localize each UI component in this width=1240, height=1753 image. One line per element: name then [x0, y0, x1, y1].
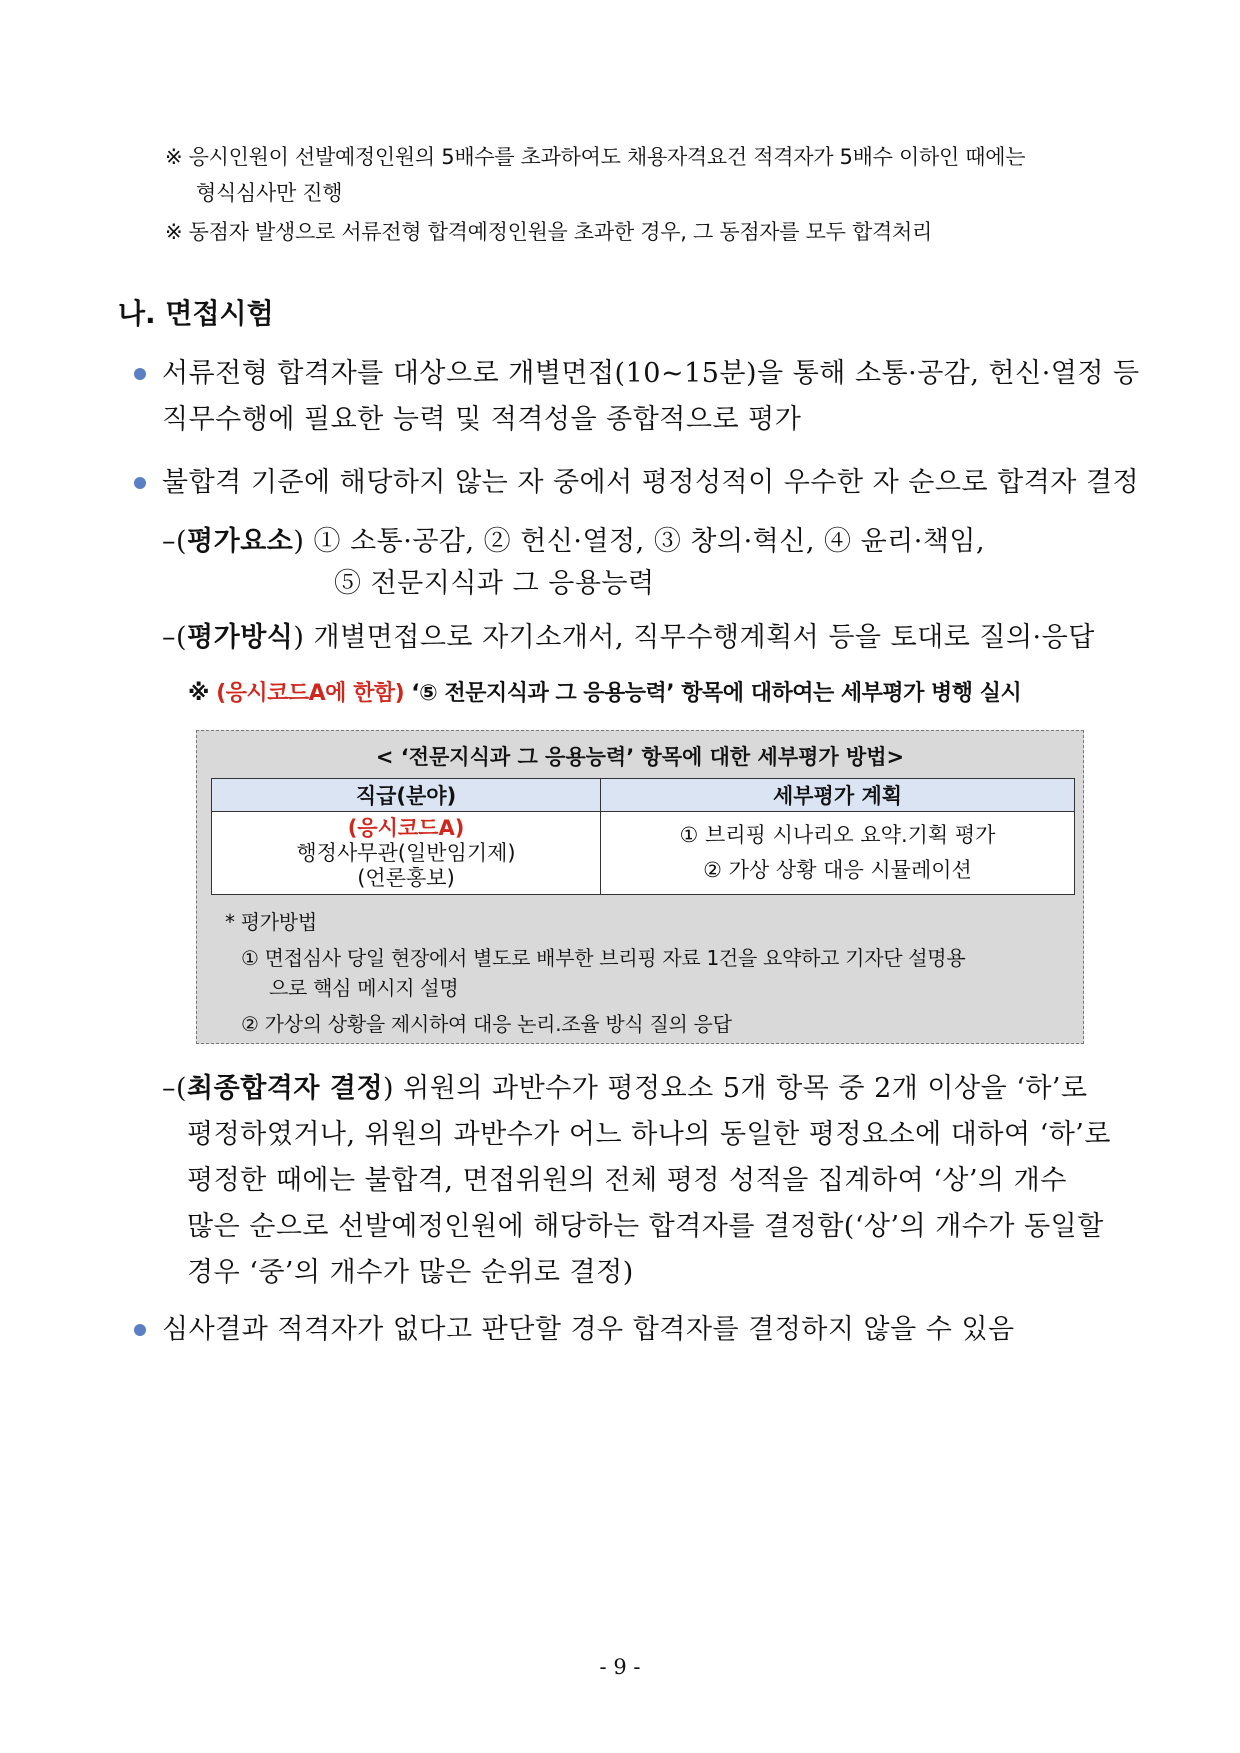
bullet-1-line-2: 직무수행에 필요한 능력 및 적격성을 종합적으로 평가 — [162, 404, 802, 435]
position-title: 행정사무관(일반임기제) — [296, 840, 516, 865]
position-cell — [212, 812, 601, 895]
bullet-dot-1 — [134, 368, 146, 380]
method-text: 개별면접으로 자기소개서, 직무수행계획서 등을 토대로 질의·응답 — [313, 622, 1095, 653]
table-header-row — [212, 779, 1075, 812]
bullet-2: 불합격 기준에 해당하지 않는 자 중에서 평정성적이 우수한 자 순으로 합격자 결정 — [162, 467, 1140, 498]
criteria-line-2: ⑤ 전문지식과 그 응용능력 — [334, 568, 655, 599]
special-note-rest: ‘⑤ 전문지식과 그 응용능력’ 항목에 대하여는 세부평가 병행 실시 — [411, 681, 1022, 706]
criteria-label: 평가요소 — [187, 526, 294, 557]
final-text-1: 위원의 과반수가 평정요소 5개 항목 중 2개 이상을 ‘하’로 — [403, 1073, 1088, 1104]
applicant-code: (응시코드A) — [347, 815, 465, 840]
evaluation-table — [211, 778, 1075, 895]
position-field: (언론홍보) — [357, 865, 455, 890]
special-note-red: (응시코드A에 한함) — [216, 681, 405, 706]
method-item-1-line-2: 으로 핵심 메시지 설명 — [269, 976, 459, 1000]
bullet-3: 심사결과 적격자가 없다고 판단할 경우 합격자를 결정하지 않을 수 있음 — [162, 1314, 1015, 1345]
plan-item-1: ① 브리핑 시나리오 요약.기획 평가 — [679, 823, 996, 847]
bullet-1-line-1: 서류전형 합격자를 대상으로 개별면접(10~15분)을 통해 소통·공감, 헌신·열정 등 — [162, 358, 1140, 389]
bullet-dot-2 — [134, 477, 146, 489]
method-label: 평가방식 — [187, 622, 294, 653]
final-line-4: 많은 순으로 선발예정인원에 해당하는 합격자를 결정함(‘상’의 개수가 동일할 — [187, 1211, 1104, 1242]
dash: –( — [162, 526, 188, 557]
final-line-2: 평정하였거나, 위원의 과반수가 어느 하나의 동일한 평정요소에 대하여 ‘하’로 — [187, 1119, 1111, 1150]
detail-evaluation-box — [196, 730, 1084, 1044]
col-header-plan: 세부평가 계획 — [601, 779, 1075, 812]
final-label: 최종합격자 결정 — [187, 1073, 384, 1104]
special-note — [188, 676, 1021, 707]
col-header-position: 직급(분야) — [212, 779, 601, 812]
method-item-2: ② 가상의 상황을 제시하여 대응 논리.조율 방식 질의 응답 — [241, 1012, 732, 1036]
table-row — [212, 812, 1075, 895]
method-title: * 평가방법 — [225, 910, 317, 934]
final-line-5: 경우 ‘중’의 개수가 많은 순위로 결정) — [187, 1257, 634, 1288]
plan-cell — [601, 812, 1075, 895]
section-heading: 나. 면접시험 — [118, 297, 274, 330]
criteria-items-1: ① 소통·공감, ② 헌신·열정, ③ 창의·혁신, ④ 윤리·책임, — [313, 526, 986, 557]
plan-item-2: ② 가상 상황 대응 시뮬레이션 — [703, 858, 972, 882]
note-2: ※ 동점자 발생으로 서류전형 합격예정인원을 초과한 경우, 그 동점자를 모두 합격처리 — [165, 220, 932, 244]
box-title: < ‘전문지식과 그 응용능력’ 항목에 대한 세부평가 방법> — [375, 745, 905, 769]
criteria-line-1: –(평가요소) ① 소통·공감, ② 헌신·열정, ③ 창의·혁신, ④ 윤리·책임, — [162, 526, 986, 557]
page-number: - 9 - — [599, 1655, 641, 1679]
note-mark: ※ — [188, 681, 209, 706]
note-1-line-2: 형식심사만 진행 — [196, 181, 343, 205]
note-1-line-1: ※ 응시인원이 선발예정인원의 5배수를 초과하여도 채용자격요건 적격자가 5배수 이하인 때에는 — [165, 145, 1026, 169]
final-line-3: 평정한 때에는 불합격, 면접위원의 전체 평정 성적을 집계하여 ‘상’의 개수 — [187, 1165, 1067, 1196]
method-line: –(평가방식) 개별면접으로 자기소개서, 직무수행계획서 등을 토대로 질의·응답 — [162, 622, 1095, 653]
method-item-1-line-1: ① 면접심사 당일 현장에서 별도로 배부한 브리핑 자료 1건을 요약하고 기자단 설명용 — [241, 946, 966, 970]
bullet-dot-3 — [134, 1324, 146, 1336]
final-line-1: –(최종합격자 결정) 위원의 과반수가 평정요소 5개 항목 중 2개 이상을 ‘하’로 — [162, 1073, 1088, 1104]
